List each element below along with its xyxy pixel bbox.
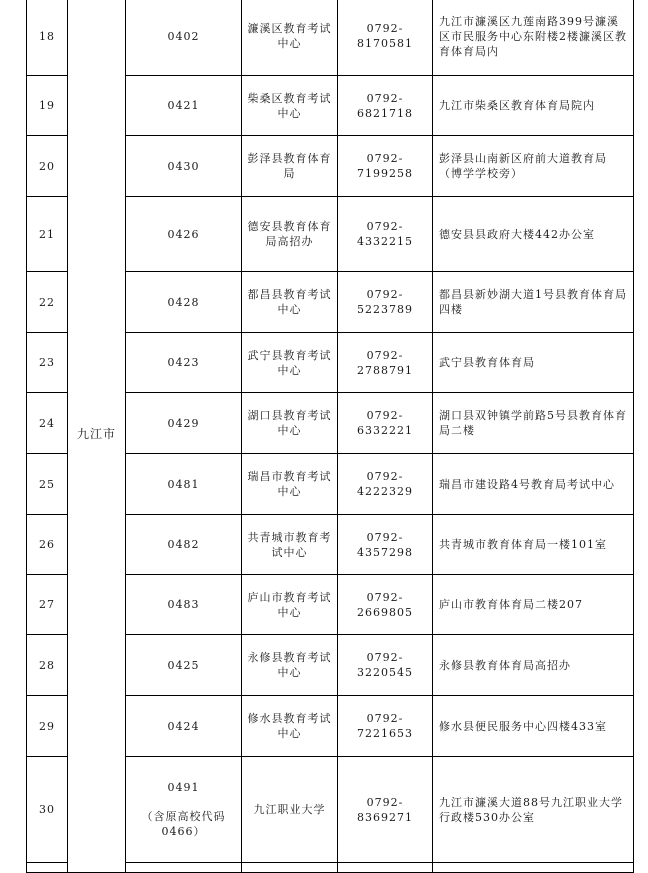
office-address: 共青城市教育体育局一楼101室 bbox=[433, 515, 634, 575]
phone-number: 0792-4332215 bbox=[338, 197, 433, 272]
office-address: 九江市濂溪区九莲南路399号濂溪区市民服务中心东附楼2楼濂溪区教育体育局内 bbox=[433, 0, 634, 76]
phone-number: 0792-6332221 bbox=[338, 393, 433, 454]
institution-code-main: 0491 bbox=[167, 781, 200, 794]
office-address: 修水县便民服务中心四楼433室 bbox=[433, 696, 634, 757]
phone-number: 0792-2788791 bbox=[338, 333, 433, 393]
row-number: 28 bbox=[27, 635, 68, 696]
institution-code: 0482 bbox=[126, 515, 242, 575]
phone-number: 0792-8170581 bbox=[338, 0, 433, 76]
table-row bbox=[27, 0, 634, 76]
phone-number: 0792-7199258 bbox=[338, 136, 433, 197]
office-name: 彭泽县教育体育局 bbox=[242, 136, 338, 197]
phone-number bbox=[338, 863, 433, 873]
office-address: 瑞昌市建设路4号教育局考试中心 bbox=[433, 454, 634, 515]
institution-code: 0402 bbox=[126, 0, 242, 76]
row-number: 21 bbox=[27, 197, 68, 272]
institution-code: 0483 bbox=[126, 575, 242, 635]
office-name: 瑞昌市教育考试中心 bbox=[242, 454, 338, 515]
office-name: 永修县教育考试中心 bbox=[242, 635, 338, 696]
office-name: 都昌县教育考试中心 bbox=[242, 272, 338, 333]
institution-code: 0481 bbox=[126, 454, 242, 515]
exam-office-table bbox=[26, 0, 634, 873]
row-number: 27 bbox=[27, 575, 68, 635]
office-name: 武宁县教育考试中心 bbox=[242, 333, 338, 393]
phone-number: 0792-5223789 bbox=[338, 272, 433, 333]
office-address: 都昌县新妙湖大道1号县教育体育局四楼 bbox=[433, 272, 634, 333]
row-number: 26 bbox=[27, 515, 68, 575]
row-number bbox=[27, 863, 68, 873]
row-number: 20 bbox=[27, 136, 68, 197]
phone-number: 0792-6821718 bbox=[338, 76, 433, 136]
office-name: 九江职业大学 bbox=[242, 757, 338, 863]
office-address: 九江市柴桑区教育体育局院内 bbox=[433, 76, 634, 136]
institution-code: 0423 bbox=[126, 333, 242, 393]
institution-code: 0425 bbox=[126, 635, 242, 696]
row-number: 22 bbox=[27, 272, 68, 333]
institution-code bbox=[126, 757, 242, 863]
office-name: 德安县教育体育局高招办 bbox=[242, 197, 338, 272]
office-address bbox=[433, 863, 634, 873]
office-address: 彭泽县山南新区府前大道教育局（博学学校旁） bbox=[433, 136, 634, 197]
row-number: 18 bbox=[27, 0, 68, 76]
office-address: 湖口县双钟镇学前路5号县教育体育局二楼 bbox=[433, 393, 634, 454]
office-name: 柴桑区教育考试中心 bbox=[242, 76, 338, 136]
institution-code: 0430 bbox=[126, 136, 242, 197]
office-address: 德安县县政府大楼442办公室 bbox=[433, 197, 634, 272]
office-address: 庐山市教育体育局二楼207 bbox=[433, 575, 634, 635]
institution-code-note: （含原高校代码0466） bbox=[141, 810, 226, 838]
phone-number: 0792-4222329 bbox=[338, 454, 433, 515]
institution-code bbox=[126, 863, 242, 873]
office-name: 庐山市教育考试中心 bbox=[242, 575, 338, 635]
institution-code: 0421 bbox=[126, 76, 242, 136]
office-address: 九江市濂溪大道88号九江职业大学行政楼530办公室 bbox=[433, 757, 634, 863]
phone-number: 0792-3220545 bbox=[338, 635, 433, 696]
row-number: 25 bbox=[27, 454, 68, 515]
office-name: 修水县教育考试中心 bbox=[242, 696, 338, 757]
institution-code: 0428 bbox=[126, 272, 242, 333]
city-cell: 九江市 bbox=[68, 0, 126, 873]
office-name: 湖口县教育考试中心 bbox=[242, 393, 338, 454]
row-number: 23 bbox=[27, 333, 68, 393]
row-number: 19 bbox=[27, 76, 68, 136]
phone-number: 0792-8369271 bbox=[338, 757, 433, 863]
office-address: 武宁县教育体育局 bbox=[433, 333, 634, 393]
phone-number: 0792-7221653 bbox=[338, 696, 433, 757]
office-name bbox=[242, 863, 338, 873]
phone-number: 0792-2669805 bbox=[338, 575, 433, 635]
row-number: 24 bbox=[27, 393, 68, 454]
institution-code: 0429 bbox=[126, 393, 242, 454]
office-name: 濂溪区教育考试中心 bbox=[242, 0, 338, 76]
row-number: 30 bbox=[27, 757, 68, 863]
institution-code: 0424 bbox=[126, 696, 242, 757]
phone-number: 0792-4357298 bbox=[338, 515, 433, 575]
institution-code: 0426 bbox=[126, 197, 242, 272]
row-number: 29 bbox=[27, 696, 68, 757]
office-address: 永修县教育体育局高招办 bbox=[433, 635, 634, 696]
office-name: 共青城市教育考试中心 bbox=[242, 515, 338, 575]
